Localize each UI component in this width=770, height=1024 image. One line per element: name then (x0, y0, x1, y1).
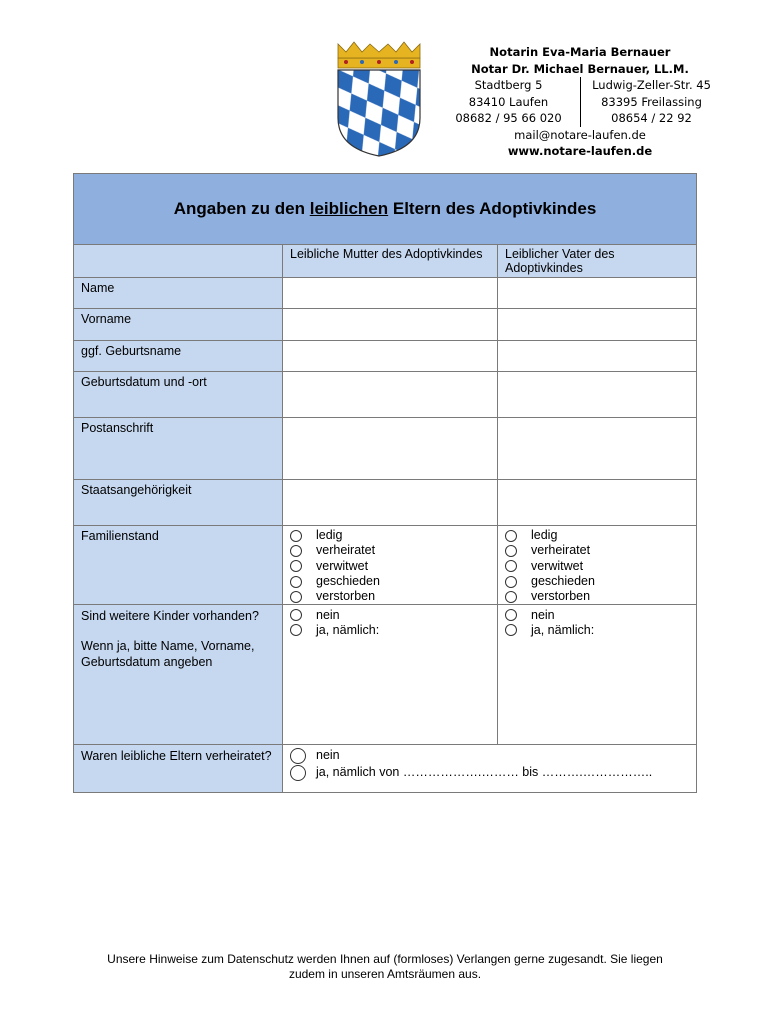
father-geburtsname-field[interactable] (498, 341, 697, 372)
label-staat: Staatsangehörigkeit (74, 480, 283, 526)
kinder-question: Sind weitere Kinder vorhanden? (81, 609, 259, 624)
radio-icon[interactable] (505, 560, 517, 572)
form-title (74, 174, 697, 245)
option-label: ledig (531, 528, 558, 543)
address-block (440, 77, 720, 127)
notary-name-2: Notar Dr. Michael Bernauer, LL.M. (471, 61, 689, 76)
radio-icon[interactable] (505, 530, 517, 542)
header-blank (74, 245, 283, 278)
radio-icon[interactable] (290, 545, 302, 557)
option-label: verheiratet (531, 543, 591, 558)
mother-geburtsdatum-field[interactable] (283, 372, 498, 418)
notary-name-1: Notarin Eva-Maria Bernauer (489, 45, 671, 59)
mother-postanschrift-field[interactable] (283, 418, 498, 480)
radio-icon[interactable] (505, 576, 517, 588)
option-label: nein (316, 607, 340, 622)
father-kinder-ja[interactable] (505, 623, 696, 638)
label-verheiratet: Waren leibliche Eltern verheiratet? (74, 745, 283, 793)
radio-icon[interactable] (290, 765, 306, 781)
label-vorname: Vorname (74, 309, 283, 341)
mother-option-ledig[interactable] (290, 528, 497, 543)
bavarian-crest-logo (332, 40, 426, 158)
option-label: verstorben (531, 589, 591, 604)
option-label: verheiratet (316, 543, 376, 558)
father-kinder-options (498, 605, 697, 745)
option-label: ja, nämlich von ……………….……… bis ……….…………….. (316, 765, 653, 780)
radio-icon[interactable] (290, 609, 302, 621)
option-label: nein (531, 607, 555, 622)
option-label: verstorben (316, 589, 376, 604)
city-freilassing: 83395 Freilassing (601, 94, 702, 109)
radio-icon[interactable] (290, 748, 306, 764)
label-geburtsdatum: Geburtsdatum und -ort (74, 372, 283, 418)
mother-staat-field[interactable] (283, 480, 498, 526)
kinder-hint: Wenn ja, bitte Name, Vorname, Geburtsdatum angeben (81, 639, 255, 670)
option-label: ledig (316, 528, 343, 543)
mother-kinder-options (283, 605, 498, 745)
option-label: geschieden (531, 574, 595, 589)
father-vorname-field[interactable] (498, 309, 697, 341)
phone-laufen: 08682 / 95 66 020 (455, 111, 562, 125)
radio-icon[interactable] (290, 591, 302, 603)
phone-freilassing: 08654 / 22 92 (611, 111, 692, 125)
father-staat-field[interactable] (498, 480, 697, 526)
title-part-1: Angaben zu den (173, 199, 310, 218)
label-postanschrift: Postanschrift (74, 418, 283, 480)
label-name: Name (74, 278, 283, 309)
address-freilassing (581, 77, 717, 127)
father-option-verstorben[interactable] (505, 589, 696, 604)
title-part-2: Eltern des Adoptivkindes (388, 199, 597, 218)
father-postanschrift-field[interactable] (498, 418, 697, 480)
mother-geburtsname-field[interactable] (283, 341, 498, 372)
option-label: ja, nämlich: (531, 622, 595, 637)
privacy-footer: Unsere Hinweise zum Datenschutz werden Ihnen auf (formloses) Verlangen gerne zugesandt. Sie liegen zudem in unseren Amtsräumen aus. (107, 952, 663, 981)
website[interactable]: www.notare-laufen.de (507, 144, 653, 158)
city-laufen: 83410 Laufen (468, 94, 549, 109)
radio-icon[interactable] (290, 530, 302, 542)
radio-icon[interactable] (505, 545, 517, 557)
street-laufen: Stadtberg 5 (474, 78, 543, 92)
title-underlined: leiblichen (309, 199, 389, 218)
mother-vorname-field[interactable] (283, 309, 498, 341)
option-label: verwitwet (316, 558, 369, 573)
email[interactable]: mail@notare-laufen.de (514, 127, 646, 142)
verheiratet-ja[interactable] (290, 764, 696, 781)
option-label: verwitwet (531, 558, 584, 573)
verheiratet-options (283, 745, 697, 793)
mother-familienstand-options (283, 526, 498, 605)
radio-icon[interactable] (505, 609, 517, 621)
notary-header (440, 44, 720, 160)
adoption-parents-form (73, 173, 697, 793)
option-label: ja, nämlich: (316, 622, 380, 637)
mother-name-field[interactable] (283, 278, 498, 309)
option-label: nein (316, 748, 340, 763)
col-mother-header: Leibliche Mutter des Adoptivkindes (283, 245, 498, 278)
label-geburtsname: ggf. Geburtsname (74, 341, 283, 372)
father-familienstand-options (498, 526, 697, 605)
father-option-verheiratet[interactable] (505, 543, 696, 558)
address-laufen (444, 77, 580, 127)
mother-option-geschieden[interactable] (290, 574, 497, 589)
mother-option-verstorben[interactable] (290, 589, 497, 604)
label-familienstand: Familienstand (74, 526, 283, 605)
father-geburtsdatum-field[interactable] (498, 372, 697, 418)
street-freilassing: Ludwig-Zeller-Str. 45 (592, 78, 711, 92)
label-kinder (74, 605, 283, 745)
verheiratet-nein[interactable] (290, 747, 696, 764)
radio-icon[interactable] (505, 624, 517, 636)
radio-icon[interactable] (290, 624, 302, 636)
father-kinder-nein[interactable] (505, 607, 696, 622)
radio-icon[interactable] (505, 591, 517, 603)
mother-option-verwitwet[interactable] (290, 559, 497, 574)
father-name-field[interactable] (498, 278, 697, 309)
col-father-header: Leiblicher Vater des Adoptivkindes (498, 245, 697, 278)
option-label: geschieden (316, 574, 380, 589)
father-option-ledig[interactable] (505, 528, 696, 543)
radio-icon[interactable] (290, 576, 302, 588)
mother-kinder-ja[interactable] (290, 623, 497, 638)
father-option-geschieden[interactable] (505, 574, 696, 589)
father-option-verwitwet[interactable] (505, 559, 696, 574)
radio-icon[interactable] (290, 560, 302, 572)
mother-option-verheiratet[interactable] (290, 543, 497, 558)
mother-kinder-nein[interactable] (290, 607, 497, 622)
